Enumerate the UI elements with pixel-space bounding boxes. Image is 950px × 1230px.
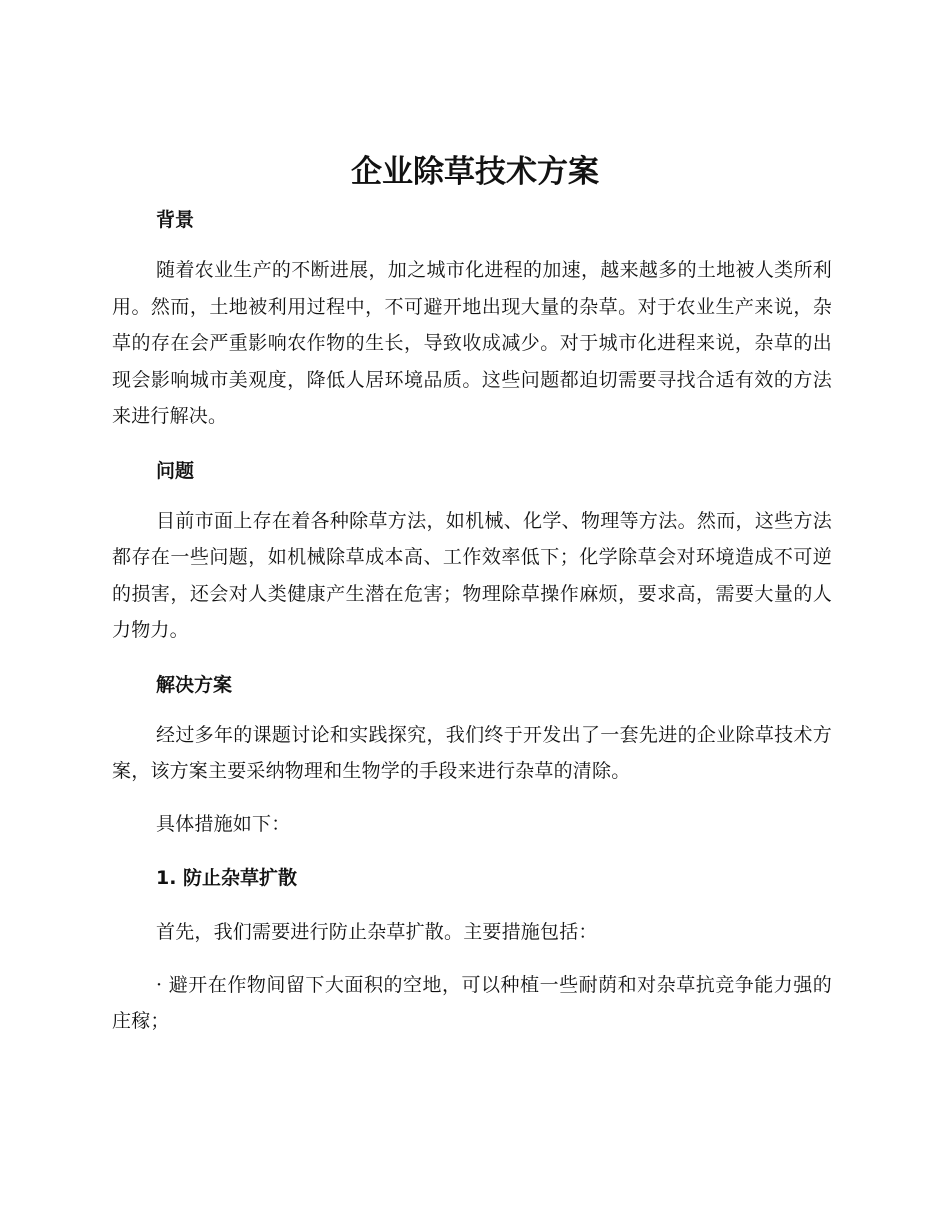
spacer [112, 240, 832, 252]
spacer [112, 951, 832, 967]
measures-intro: 具体措施如下： [156, 812, 291, 835]
section-heading-solution: 解决方案 [156, 673, 233, 696]
measure1-intro: 首先，我们需要进行防止杂草扩散。主要措施包括： [156, 921, 598, 943]
spacer [112, 649, 832, 665]
background-paragraph: 随着农业生产的不断进展，加之城市化进程的加速，越来越多的土地被人类所利用。然而，土地被利用过程中，不可避开地出现大量的杂草。对于农业生产来说，杂草的存在会严重影响农作物的生长，导致收成减少。对于城市化进程来说，杂草的出现会影响城市美观度，降低人居环境品质。这些问题都迫切需要寻找合适有效的方法来进行解决。 [112, 259, 832, 427]
spacer [112, 842, 832, 858]
problem-paragraph: 目前市面上存在着各种除草方法，如机械、化学、物理等方法。然而，这些方法都存在一些问题，如机械除草成本高、工作效率低下；化学除草会对环境造成不可逆的损害，还会对人类健康产生潜在危害；物理除草操作麻烦，要求高，需要大量的人力物力。 [112, 509, 832, 641]
spacer [112, 491, 832, 503]
section-heading-background: 背景 [156, 209, 195, 231]
section-heading-problem: 问题 [156, 459, 195, 482]
spacer [112, 435, 832, 451]
solution-paragraph: 经过多年的课题讨论和实践探究，我们终于开发出了一套先进的企业除草技术方案，该方案主要采纳物理和生物学的手段来进行杂草的清除。 [112, 723, 832, 782]
document-body [112, 200, 832, 1040]
spacer [112, 790, 832, 806]
spacer [112, 705, 832, 717]
measure1-bullet-1: · 避开在作物间留下大面积的空地，可以种植一些耐荫和对杂草抗竞争能力强的庄稼； [112, 973, 832, 1032]
spacer [112, 898, 832, 914]
document-title: 企业除草技术方案 [351, 154, 599, 190]
measure-heading-1: 1. 防止杂草扩散 [156, 867, 298, 889]
